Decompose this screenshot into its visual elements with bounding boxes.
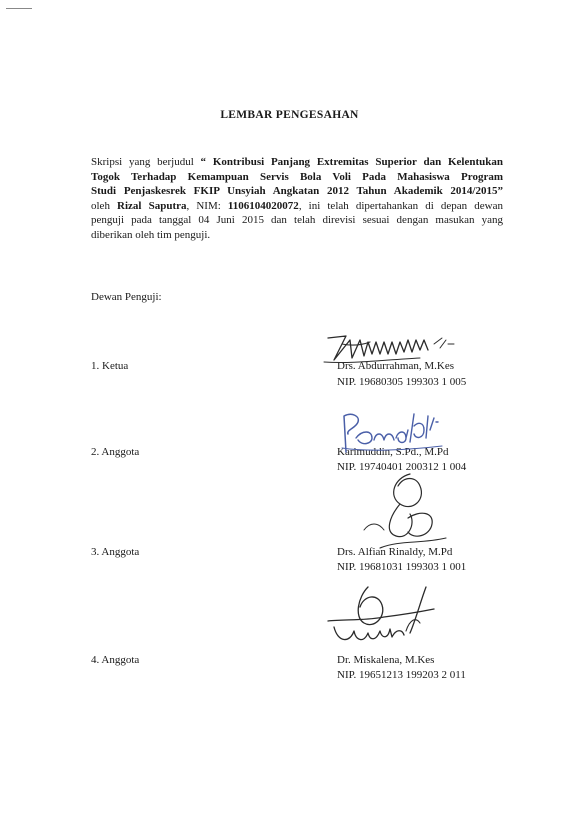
- member-name: Dr. Miskalena, M.Kes: [337, 654, 435, 666]
- paragraph-text: oleh: [91, 199, 118, 212]
- paragraph-line-3: [91, 184, 503, 199]
- board-label: Dewan Penguji:: [91, 291, 162, 303]
- paragraph-text: Skripsi yang berjudul: [91, 156, 201, 168]
- paragraph-line-5: penguji pada tanggal 04 Juni 2015 dan telah direvisi sesuai dengan masukan yang: [91, 214, 503, 227]
- member-nip: NIP. 19651213 199203 2 011: [337, 669, 466, 681]
- student-nim: 1106104020072: [227, 199, 299, 212]
- member-nip: NIP. 19740401 200312 1 004: [337, 461, 467, 473]
- member-role: 4. Anggota: [91, 654, 140, 666]
- thesis-title-part-1: “ Kontribusi Panjang Extremitas Superior dan Kelentukan: [200, 156, 503, 168]
- thesis-title-part-2: Togok Terhadap Kemampuan Servis Bola Voli Pada Mahasiswa Program: [91, 170, 503, 183]
- signature-anggota-3: [324, 583, 444, 653]
- paragraph-line-2: [91, 170, 503, 185]
- member-role: 3. Anggota: [91, 546, 140, 558]
- paragraph-line-6: diberikan oleh tim penguji.: [91, 228, 211, 241]
- member-name: Karimuddin, S.Pd., M.Pd: [337, 446, 449, 458]
- paragraph-line-1: [91, 155, 503, 170]
- member-name: Drs. Alfian Rinaldy, M.Pd: [337, 546, 453, 558]
- paragraph-text: , ini telah dipertahankan di depan dewan: [298, 199, 503, 212]
- member-nip: NIP. 19680305 199303 1 005: [337, 376, 467, 388]
- paragraph-line-4: [91, 199, 503, 214]
- member-nip: NIP. 19681031 199303 1 001: [337, 561, 467, 573]
- page-title: LEMBAR PENGESAHAN: [220, 109, 359, 121]
- approval-paragraph: [91, 155, 503, 243]
- member-role: 1. Ketua: [91, 360, 129, 372]
- student-name: Rizal Saputra: [117, 199, 187, 212]
- scan-mark: [6, 8, 32, 9]
- member-role: 2. Anggota: [91, 446, 140, 458]
- paragraph-text: , NIM:: [186, 199, 228, 212]
- member-name: Drs. Abdurrahman, M.Kes: [337, 360, 455, 372]
- thesis-title-part-3: Studi Penjaskesrek FKIP Unsyiah Angkatan 2012 Tahun Akademik 2014/2015”: [91, 185, 503, 198]
